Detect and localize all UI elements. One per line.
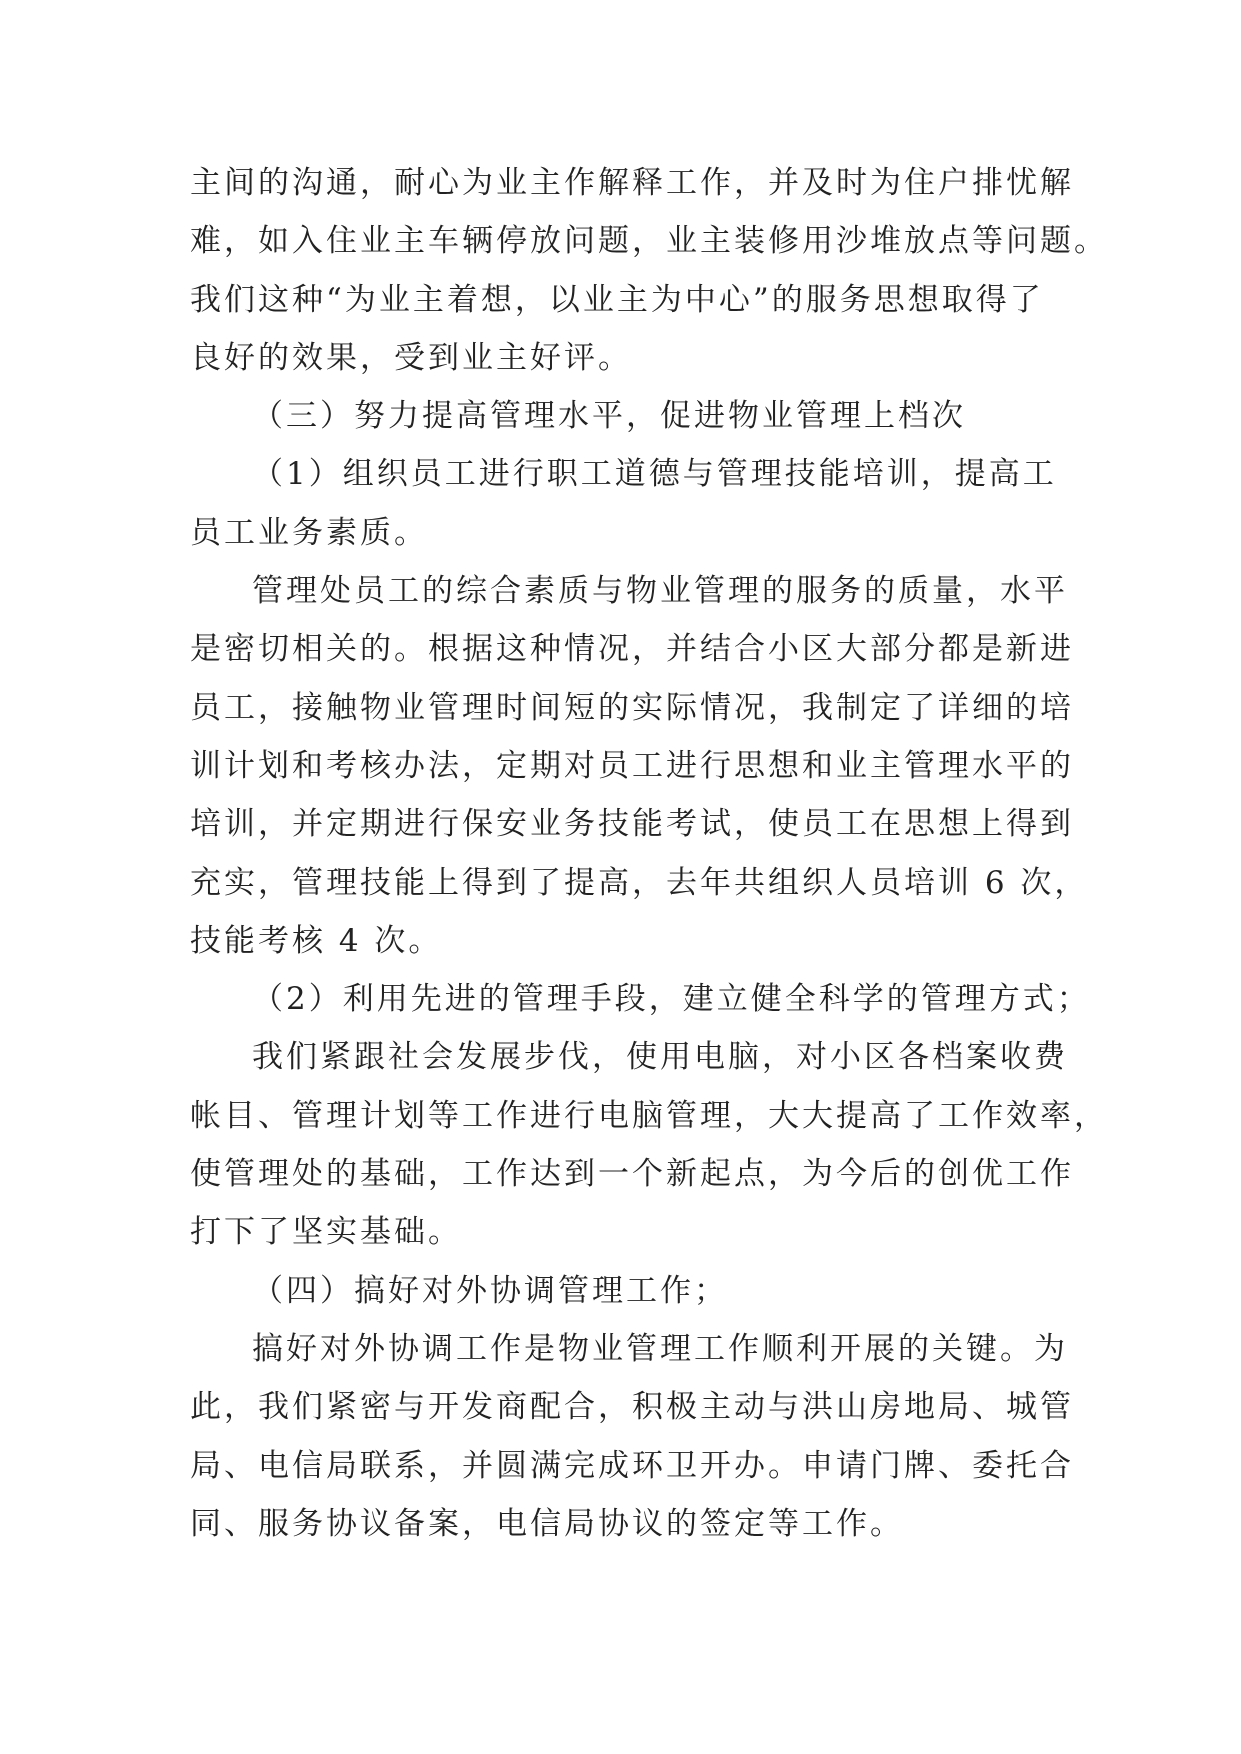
document-body (190, 154, 1108, 1553)
paragraph-training-detail (190, 562, 1089, 970)
text-line: 使管理处的基础，工作达到一个新起点，为今后的创优工作 (190, 1156, 1074, 1193)
text-line: 主间的沟通，耐心为业主作解释工作，并及时为住户排忧解 (190, 165, 1074, 201)
text-line: 技能考核 4 次。 (190, 922, 443, 959)
section-heading-four (190, 1262, 1058, 1320)
text-line: 我们这种“为业主着想，以业主为中心”的服务思想取得了 (190, 281, 1044, 318)
text-line: 训计划和考核办法，定期对员工进行思想和业主管理水平的 (190, 747, 1074, 784)
section-heading-three (190, 387, 1058, 445)
text-line: 员工，接触物业管理时间短的实际情况，我制定了详细的培 (190, 689, 1074, 726)
paragraph-external-coordination (190, 1320, 1074, 1553)
text-line: 良好的效果，受到业主好评。 (190, 339, 632, 376)
text-line: 此，我们紧密与开发商配合，积极主动与洪山房地局、城管 (190, 1389, 1074, 1426)
text-line: 培训，并定期进行保安业务技能考试，使员工在思想上得到 (190, 806, 1074, 843)
text-line: 搞好对外协调工作是物业管理工作顺利开展的关键。为 (252, 1330, 1068, 1367)
text-line: （2）利用先进的管理手段，建立健全科学的管理方式； (252, 981, 1091, 1018)
text-line: 是密切相关的。根据这种情况，并结合小区大部分都是新进 (190, 631, 1074, 668)
text-line: 员工业务素质。 (190, 514, 428, 551)
paragraph-computer-management (190, 1028, 1108, 1261)
text-line: 难，如入住业主车辆停放问题，业主装修用沙堆放点等问题。 (190, 223, 1108, 260)
heading-text: （四）搞好对外协调管理工作； (252, 1272, 728, 1309)
subheading-training (190, 445, 1058, 562)
text-line: 同、服务协议备案，电信局协议的签定等工作。 (190, 1505, 904, 1542)
text-line: 充实，管理技能上得到了提高，去年共组织人员培训 6 次， (190, 864, 1089, 901)
subheading-management-methods (190, 970, 1091, 1028)
text-line: 局、电信局联系，并圆满完成环卫开办。申请门牌、委托合 (190, 1447, 1074, 1484)
text-line: （1）组织员工进行职工道德与管理技能培训，提高工 (252, 456, 1057, 493)
text-line: 帐目、管理计划等工作进行电脑管理，大大提高了工作效率， (190, 1097, 1108, 1134)
paragraph-owner-communication (190, 154, 1108, 387)
text-line: 打下了坚实基础。 (190, 1214, 462, 1251)
text-line: 管理处员工的综合素质与物业管理的服务的质量，水平 (252, 573, 1068, 610)
heading-text: （三）努力提高管理水平，促进物业管理上档次 (252, 398, 966, 435)
text-line: 我们紧跟社会发展步伐，使用电脑，对小区各档案收费 (252, 1039, 1068, 1076)
